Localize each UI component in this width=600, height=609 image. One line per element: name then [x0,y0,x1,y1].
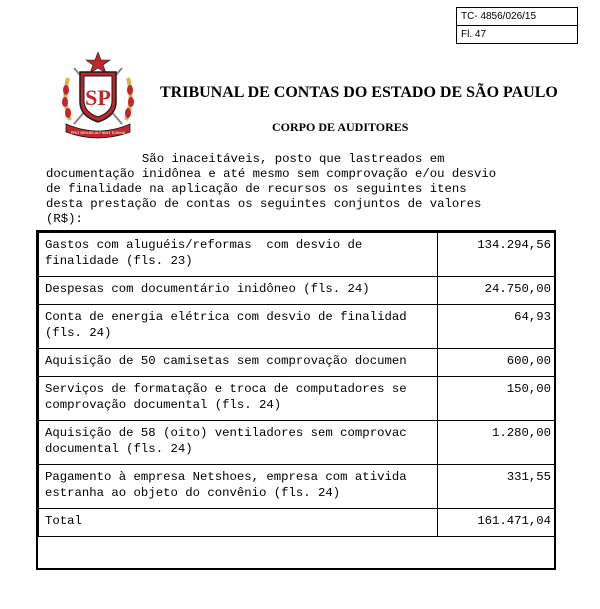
total-value: 161.471,04 [438,509,556,537]
row-value: 1.280,00 [438,421,556,465]
process-reference-box [456,7,578,44]
table-row [39,233,556,277]
paragraph-line: documentação inidônea e até mesmo sem comprovação e/ou desvio [46,167,497,181]
row-description: Aquisição de 50 camisetas sem comprovação documen [39,349,438,377]
table-row [39,305,556,349]
row-value: 600,00 [438,349,556,377]
svg-text:PRO BRASILIA FIANT EXIMIA: PRO BRASILIA FIANT EXIMIA [70,130,126,135]
table-total-row [39,509,556,537]
row-description: Serviços de formatação e troca de computadores se comprovação documental (fls. 24) [39,377,438,421]
row-description: Gastos com aluguéis/reformas com desvio de finalidade (fls. 23) [39,233,438,277]
paragraph-line: de finalidade na aplicação de recursos os seguintes itens [46,182,467,196]
row-value: 331,55 [438,465,556,509]
table-row [39,349,556,377]
row-description: Despesas com documentário inidôneo (fls. 24) [39,277,438,305]
table-row [39,377,556,421]
page-number: Fl. 47 [457,25,577,43]
process-number: TC- 4856/026/15 [461,11,537,22]
row-description: Aquisição de 58 (oito) ventiladores sem comprovac documental (fls. 24) [39,421,438,465]
table-row [39,277,556,305]
row-value: 134.294,56 [438,233,556,277]
table-row [39,465,556,509]
table-row [39,421,556,465]
svg-text:SP: SP [85,85,111,110]
court-title: TRIBUNAL DE CONTAS DO ESTADO DE SÃO PAULO [160,84,558,101]
department-subtitle: CORPO DE AUDITORES [272,120,409,134]
paragraph-line: (R$): [46,212,83,226]
row-value: 150,00 [438,377,556,421]
intro-paragraph [46,152,546,227]
row-description: Conta de energia elétrica com desvio de finalidad (fls. 24) [39,305,438,349]
row-description: Pagamento à empresa Netshoes, empresa com ativida estranha ao objeto do convênio (fls. 24) [39,465,438,509]
sao-paulo-coat-of-arms-icon [60,50,136,140]
values-table [38,232,556,537]
paragraph-line: desta prestação de contas os seguintes conjuntos de valores [46,197,482,211]
row-value: 64,93 [438,305,556,349]
row-value: 24.750,00 [438,277,556,305]
total-label: Total [39,509,438,537]
paragraph-line: São inaceitáveis, posto que lastreados em [46,152,445,166]
